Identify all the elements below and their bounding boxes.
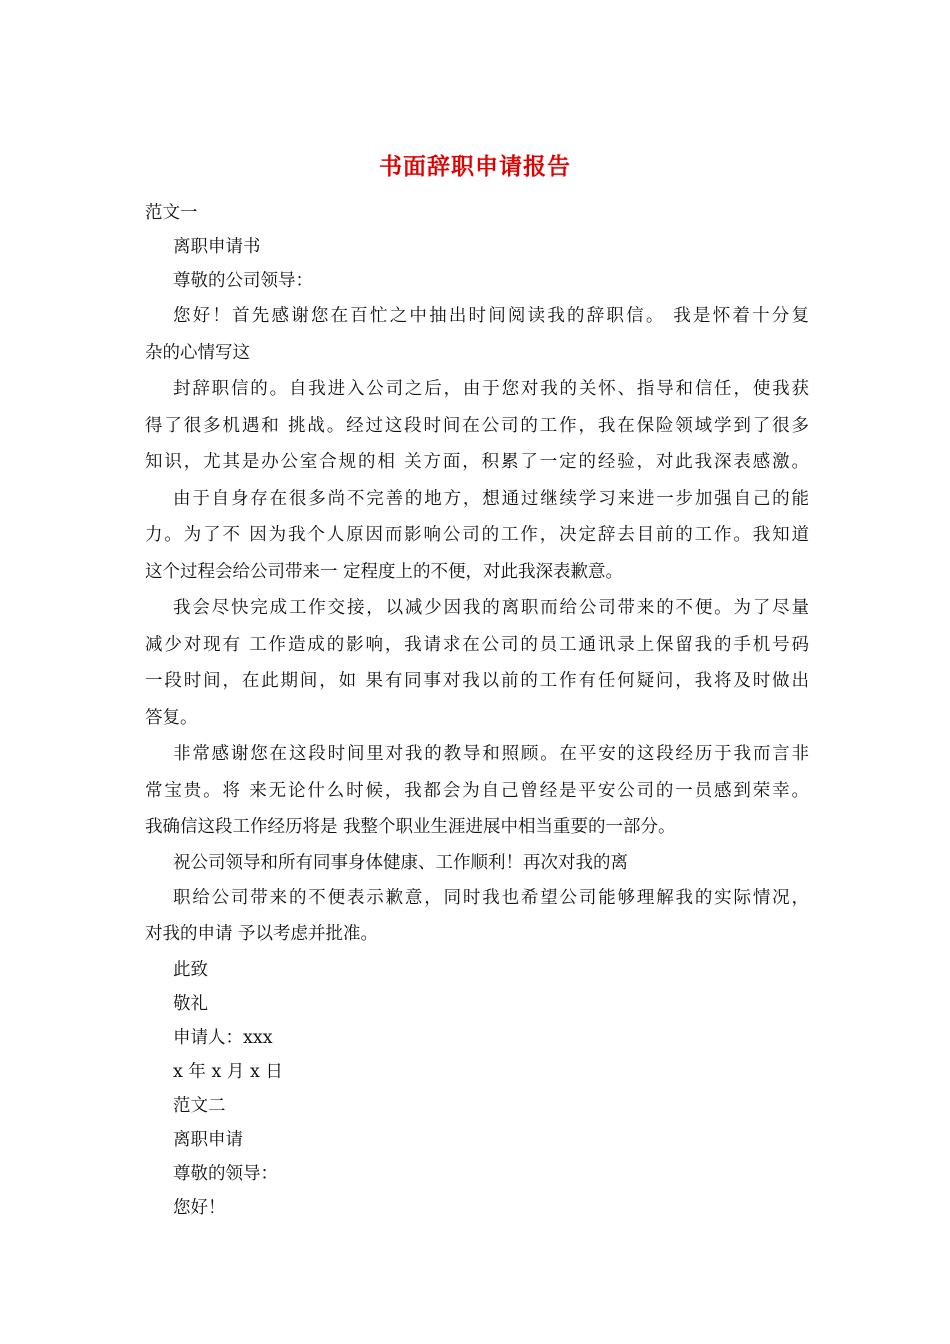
salutation: 尊敬的公司领导： <box>173 271 313 291</box>
section-heading: 范文二 <box>173 1095 226 1116</box>
paragraph-line: 一段时间，在此期间，如 果有同事对我以前的工作有任何疑问，我将及时做出 <box>145 671 809 691</box>
document-body <box>145 196 809 1225</box>
closing-line: 敬礼 <box>173 993 208 1014</box>
paragraph-line: 答复。 <box>145 707 198 728</box>
salutation: 尊敬的领导： <box>173 1163 278 1184</box>
paragraph-line: 对我的申请 予以考虑并批准。 <box>145 924 379 944</box>
greeting-line: 您好！ <box>173 1197 226 1218</box>
paragraph-line: 您好！首先感谢您在百忙之中抽出时间阅读我的辞职信。 我是怀着十分复 <box>173 306 809 326</box>
section-heading: 范文一 <box>145 203 198 223</box>
paragraph-line: 杂的心情写这 <box>145 342 250 363</box>
paragraph-line: 知识，尤其是办公室合规的相 关方面，积累了一定的经验，对此我深表感激。 <box>145 452 809 472</box>
paragraph-line: 得了很多机遇和 挑战。经过这段时间在公司的工作，我在保险领域学到了很多 <box>145 415 809 436</box>
paragraph-line: 由于自身存在很多尚不完善的地方，想通过继续学习来进一步加强自己的能 <box>173 488 809 509</box>
letter-heading: 离职申请书 <box>173 237 261 257</box>
paragraph-line: 我确信这段工作经历将是 我整个职业生涯进展中相当重要的一部分。 <box>145 817 676 837</box>
date-line: x 年 x 月 x 日 <box>173 1061 283 1082</box>
document-title: 书面辞职申请报告 <box>379 153 571 180</box>
paragraph-line: 封辞职信的。自我进入公司之后，由于您对我的关怀、指导和信任，使我获 <box>173 379 809 399</box>
paragraph-line: 减少对现有 工作造成的影响，我请求在公司的员工通讯录上保留我的手机号码 <box>145 634 809 655</box>
letter-heading: 离职申请 <box>173 1129 243 1150</box>
paragraph-line: 非常感谢您在这段时间里对我的教导和照顾。在平安的这段经历于我而言非 <box>173 744 809 764</box>
paragraph-line: 力。为了不 因为我个人原因而影响公司的工作，决定辞去目前的工作。我知道 <box>145 525 809 545</box>
paragraph-line: 常宝贵。将 来无论什么时候，我都会为自己曾经是平安公司的一员感到荣幸。 <box>145 780 809 801</box>
paragraph-line: 我会尽快完成工作交接，以减少因我的离职而给公司带来的不便。为了尽量 <box>173 598 809 618</box>
paragraph-line: 这个过程会给公司带来一 定程度上的不便，对此我深表歉意。 <box>145 561 624 582</box>
paragraph-line: 祝公司领导和所有同事身体健康、工作顺利！再次对我的离 <box>173 852 628 873</box>
applicant-line: 申请人：xxx <box>173 1027 273 1048</box>
closing-line: 此致 <box>173 959 208 980</box>
paragraph-line: 职给公司带来的不便表示歉意，同时我也希望公司能够理解我的实际情况， <box>173 887 809 908</box>
